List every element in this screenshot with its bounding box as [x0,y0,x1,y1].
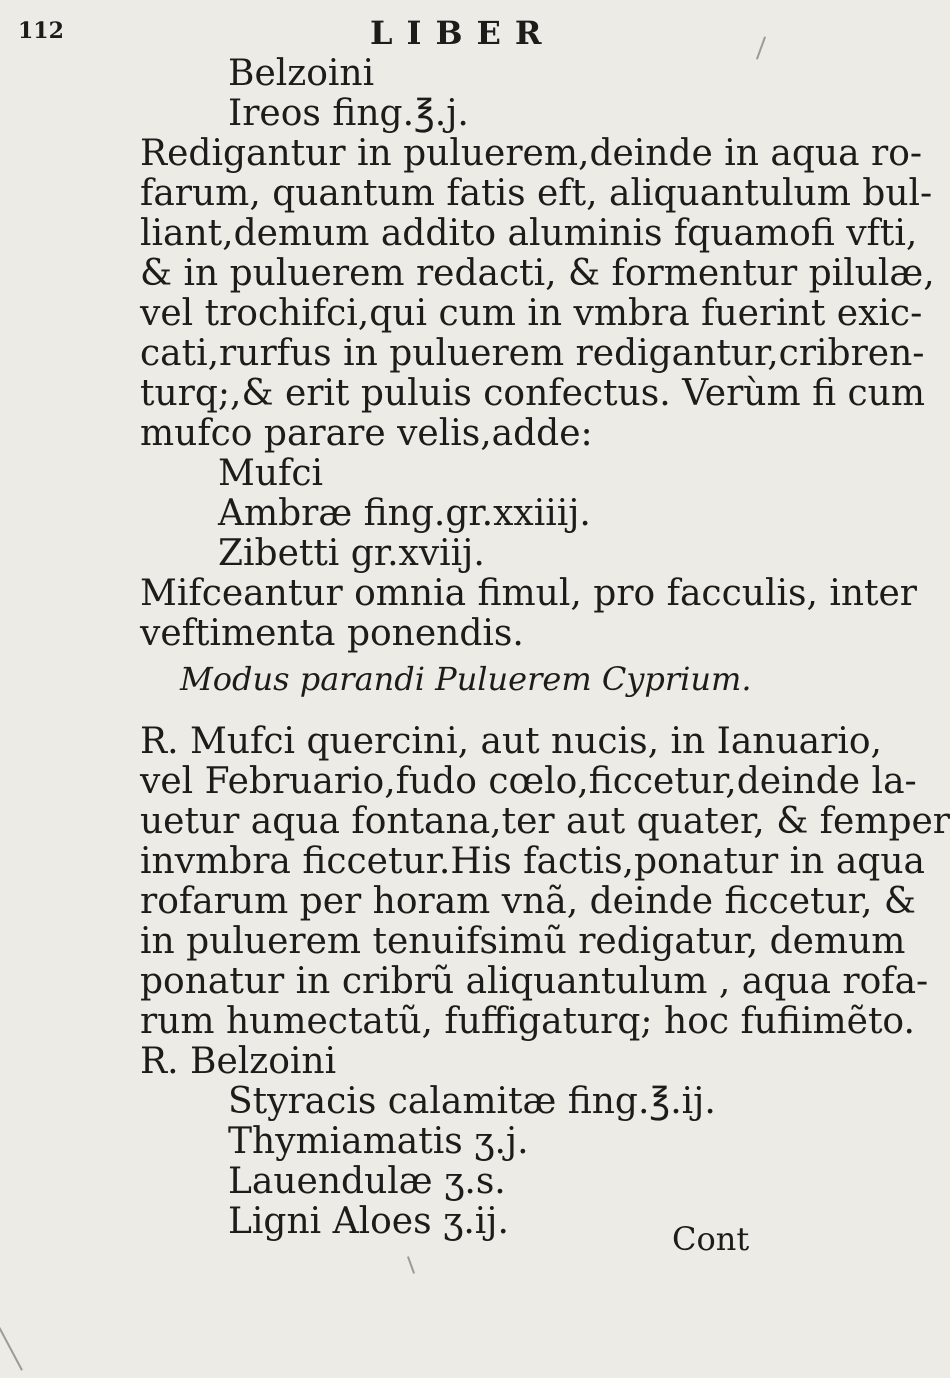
text-line: vel Februario,fudo cœlo,ficcetur,deinde la- [140,761,917,802]
text-line: rum humectatũ, fuffigaturq; hoc fufiimẽto. [140,1001,915,1042]
text-line: rofarum per horam vnã, deinde ficcetur, & [140,881,916,922]
text-line: R. Belzoini [140,1041,337,1082]
text-line: Ambræ fing.gr.xxiiij. [218,493,591,534]
paper-mark [0,1313,23,1370]
paper-mark [407,1256,415,1274]
text-line: Mifceantur omnia fimul, pro facculis, inter [140,573,918,614]
text-line: Ireos fing.℥.j. [228,93,469,134]
text-line: cati,rurfus in puluerem redigantur,cribren- [140,333,925,374]
text-line: Ligni Aloes ʒ.ij. [228,1201,509,1242]
text-line: uetur aqua fontana,ter aut quater, & femper [140,801,950,842]
text-line: liant,demum addito aluminis fquamofi vfti, [140,213,918,254]
text-line: ponatur in cribrũ aliquantulum , aqua rofa- [140,961,929,1002]
text-line: turq;,& erit puluis confectus. Verùm fi cum [140,373,926,414]
text-line: veftimenta ponendis. [140,613,524,654]
text-line: & in puluerem redacti, & formentur pilulæ, [140,253,935,294]
page-number: 112 [18,18,64,44]
page-header [0,12,800,52]
text-line: invmbra ficcetur.His factis,ponatur in aqua [140,841,925,882]
text-line: farum, quantum fatis eft, aliquantulum bul- [140,173,933,214]
text-line: Thymiamatis ʒ.j. [228,1121,529,1162]
text-line: vel trochifci,qui cum in vmbra fuerint exic- [140,293,923,334]
catchword: Cont [672,1220,750,1258]
running-head: LIBER [370,14,556,52]
text-line: Zibetti gr.xviij. [218,533,485,574]
text-line: Redigantur in puluerem,deinde in aqua ro- [140,133,923,174]
text-line: Belzoini [228,53,375,94]
text-line: in puluerem tenuifsimũ redigatur, demum [140,921,906,962]
text-line: Styracis calamitæ fing.℥.ij. [228,1081,716,1122]
text-line: R. Mufci quercini, aut nucis, in Ianuario, [140,721,882,762]
text-line: Mufci [218,453,324,494]
section-title: Modus parandi Puluerem Cyprium. [180,660,752,698]
text-line: Lauendulæ ʒ.s. [228,1161,506,1202]
text-line: mufco parare velis,adde: [140,413,593,454]
